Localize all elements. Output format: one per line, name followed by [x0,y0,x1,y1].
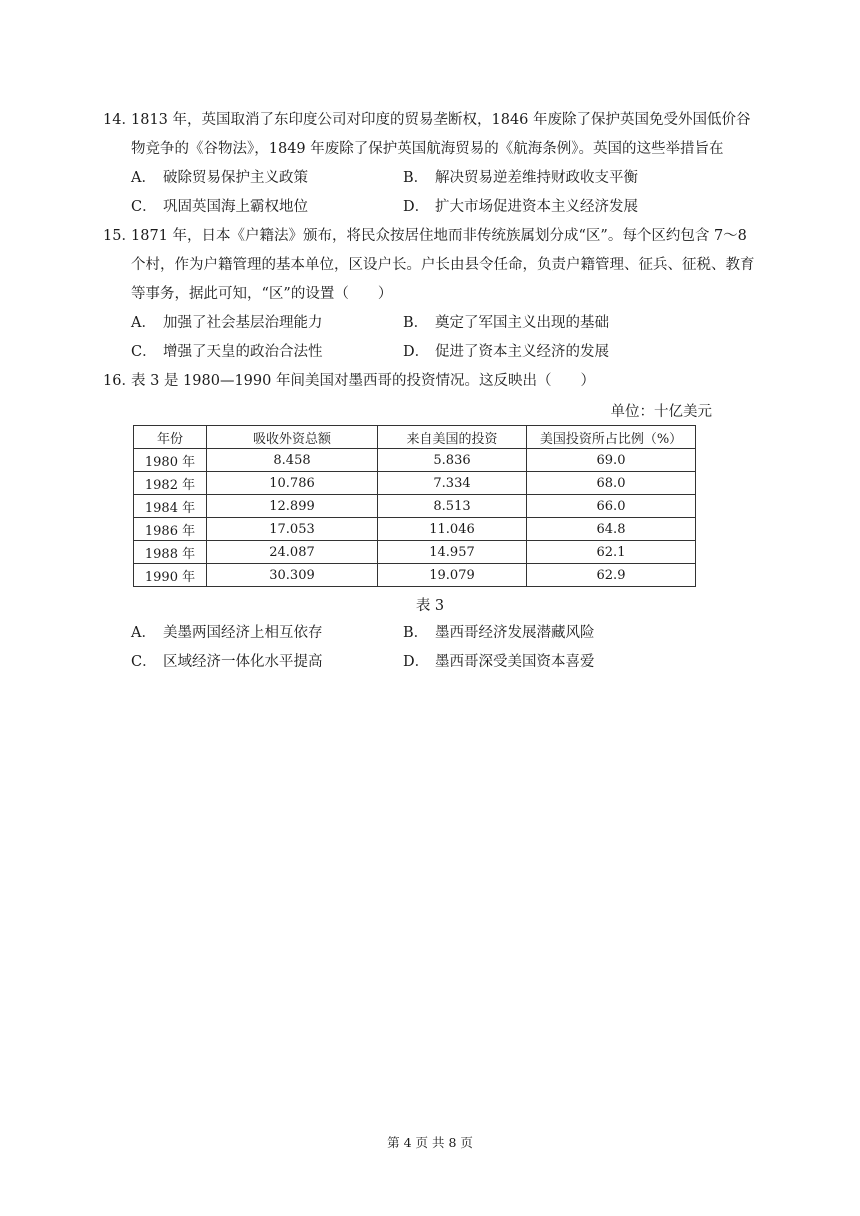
table-cell: 8.458 [207,449,378,472]
table-cell: 1986 年 [134,518,207,541]
question-number: 15． [103,228,136,244]
table-row [134,541,696,564]
option-c: C． 巩固英国海上霸权地位 [131,199,308,215]
question-14 [103,106,763,164]
option-d: D． 扩大市场促进资本主义经济发展 [403,199,638,215]
column-header: 来自美国的投资 [378,426,527,449]
option-c: C． 增强了天皇的政治合法性 [131,344,323,360]
table-cell: 1984 年 [134,495,207,518]
question-stem: 1871 年，日本《户籍法》颁布，将民众按居住地而非传统族属划分成“区”。每个区约包含 7～8 个村，作为户籍管理的基本单位，区设户长。户长由县令任命，负责户籍管理、征兵、征税、教育等事务，据此可知，“区”的设置（ ） [131,228,755,302]
table-cell: 62.1 [527,541,696,564]
option-b: B． 奠定了军国主义出现的基础 [403,315,609,331]
table-row [134,472,696,495]
question-16-options [131,619,751,677]
table-cell: 1990 年 [134,564,207,587]
table-cell: 1980 年 [134,449,207,472]
table-row [134,449,696,472]
table-cell: 62.9 [527,564,696,587]
question-number: 14． [103,112,136,128]
option-a: A． 破除贸易保护主义政策 [131,170,308,186]
table-cell: 1982 年 [134,472,207,495]
table-caption: 表 3 [415,598,445,614]
table-cell: 12.899 [207,495,378,518]
option-c: C． 区域经济一体化水平提高 [131,654,323,670]
table-row [134,495,696,518]
question-stem: 1813 年，英国取消了东印度公司对印度的贸易垄断权，1846 年废除了保护英国免受外国低价谷物竞争的《谷物法》，1849 年废除了保护英国航海贸易的《航海条例》。英国的这些举措旨在 [131,112,751,157]
table-cell: 10.786 [207,472,378,495]
option-d: D． 促进了资本主义经济的发展 [403,344,609,360]
option-d: D． 墨西哥深受美国资本喜爱 [403,654,595,670]
table-row [134,564,696,587]
option-b: B． 解决贸易逆差维持财政收支平衡 [403,170,638,186]
question-15-options [131,309,751,367]
column-header: 年份 [134,426,207,449]
question-number: 16． [103,373,136,389]
column-header: 美国投资所占比例（%） [527,426,696,449]
option-a: A． 美墨两国经济上相互依存 [131,625,323,641]
table-cell: 30.309 [207,564,378,587]
table-cell: 1988 年 [134,541,207,564]
question-16 [103,367,763,396]
column-header: 吸收外资总额 [207,426,378,449]
question-14-options [131,164,751,222]
table-cell: 64.8 [527,518,696,541]
table-cell: 66.0 [527,495,696,518]
option-a: A． 加强了社会基层治理能力 [131,315,323,331]
table-row [134,518,696,541]
table-cell: 19.079 [378,564,527,587]
investment-table [133,425,696,587]
table-cell: 7.334 [378,472,527,495]
table-cell: 5.836 [378,449,527,472]
table-cell: 17.053 [207,518,378,541]
option-b: B． 墨西哥经济发展潜藏风险 [403,625,595,641]
question-stem: 表 3 是 1980—1990 年间美国对墨西哥的投资情况。这反映出（ ） [131,373,595,389]
table-unit: 单位：十亿美元 [610,404,712,420]
table-cell: 69.0 [527,449,696,472]
table-header-row [134,426,696,449]
table-cell: 11.046 [378,518,527,541]
question-15 [103,222,763,309]
table-cell: 14.957 [378,541,527,564]
table-cell: 68.0 [527,472,696,495]
table-cell: 24.087 [207,541,378,564]
table-cell: 8.513 [378,495,527,518]
page-footer: 第 4 页 共 8 页 [387,1135,473,1150]
